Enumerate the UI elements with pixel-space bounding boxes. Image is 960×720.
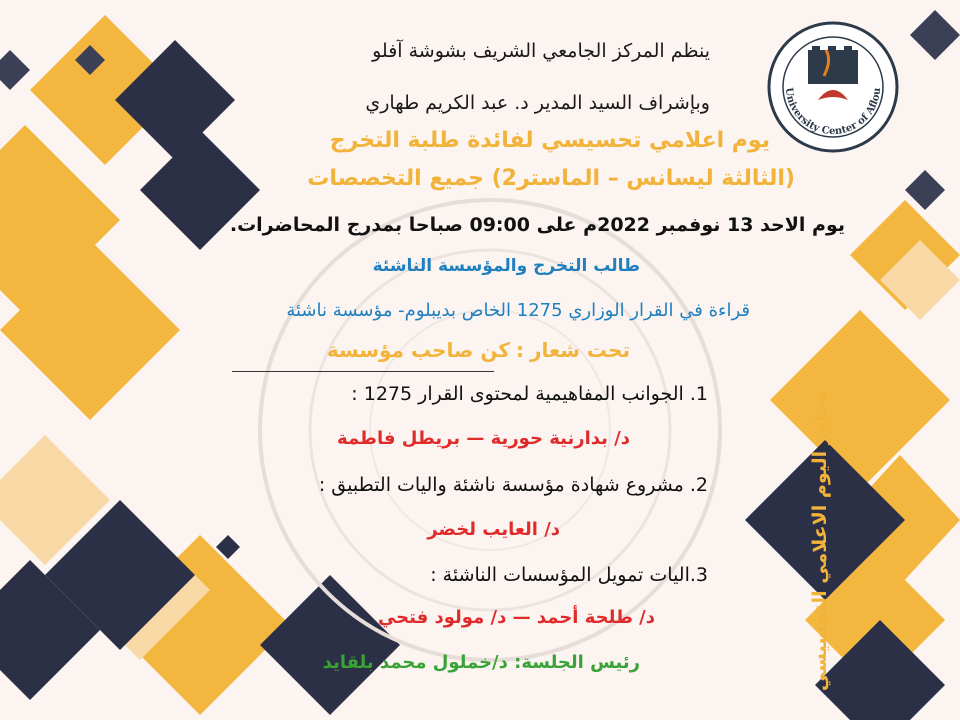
supervision-line: وبإشراف السيد المدير د. عبد الكريم طهاري	[365, 92, 710, 114]
divider-line	[232, 371, 494, 372]
event-date-line: يوم الاحد 13 نوفمبر 2022م على 09:00 صباحا بمدرج المحاضرات.	[229, 214, 845, 236]
agenda-item-2-presenters: د/ العايب لخضر	[427, 519, 560, 540]
agenda-item-1-presenters: د/ بدارنية حورية — بريطل فاطمة	[337, 428, 630, 449]
subtitle-graduate-startup: طالب التخرج والمؤسسة الناشئة	[372, 256, 640, 276]
agenda-item-1: 1. الجوانب المفاهيمية لمحتوى القرار 1275 :	[351, 383, 708, 405]
agenda-item-3-presenters: د/ طلحة أحمد — د/ مولود فتحي	[377, 607, 655, 628]
event-title-line2: (الثالثة ليسانس – الماستر2) جميع التخصصات	[307, 166, 795, 191]
organizer-line: ينظم المركز الجامعي الشريف بشوشة آفلو	[372, 40, 710, 62]
subtitle-decree-reading: قراءة في القرار الوزاري 1275 الخاص بديبلوم- مؤسسة ناشئة	[286, 300, 750, 321]
event-title-line1: يوم اعلامي تحسيسي لفائدة طلبة التخرج	[329, 128, 770, 153]
university-logo	[766, 20, 900, 154]
slogan-label: تحت شعار	[529, 338, 630, 362]
slogan-separator: :	[515, 338, 524, 362]
agenda-item-3: 3.اليات تمويل المؤسسات الناشئة :	[430, 564, 708, 586]
logo-text: University Center of Aflou	[782, 87, 884, 138]
agenda-item-2: 2. مشروع شهادة مؤسسة ناشئة واليات التطبيق :	[318, 474, 708, 496]
slogan-text: كن صاحب مؤسسة	[326, 338, 510, 362]
slogan	[327, 338, 630, 362]
session-chair: رئيس الجلسة: د/خملول محمد بلقايد	[322, 652, 640, 673]
side-vertical-title: محاور اليوم الاعلامي التحسيسي	[809, 388, 831, 692]
